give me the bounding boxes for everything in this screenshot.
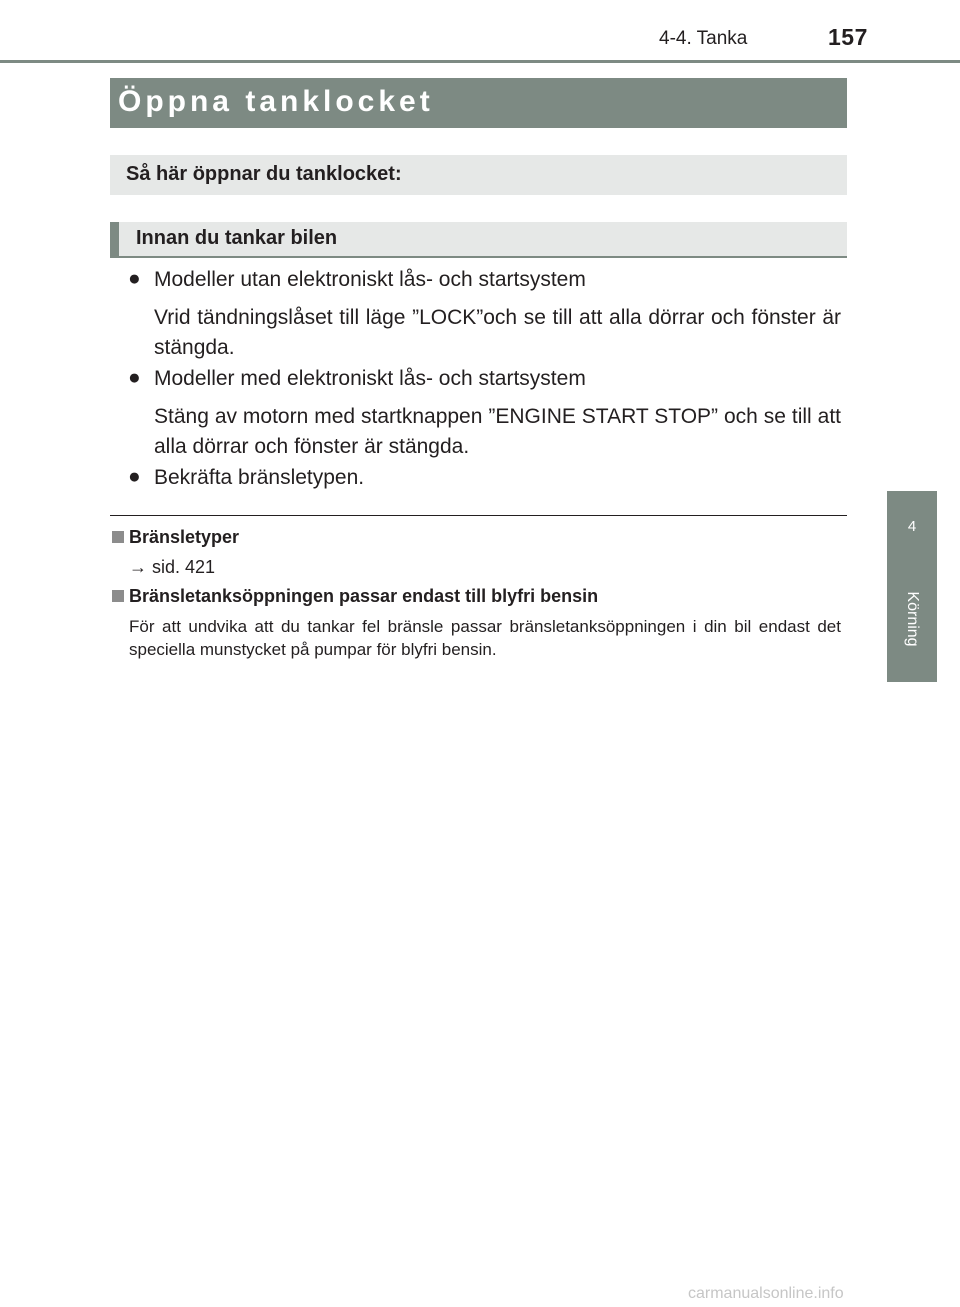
bullet-text: Bekräfta bränsletypen. [154, 466, 365, 489]
procedure-subheading: Så här öppnar du tanklocket: [110, 155, 847, 195]
note-heading: Bränsletyper [129, 527, 240, 547]
bullet-icon: ● [128, 267, 141, 290]
bullet-icon: ● [128, 366, 141, 389]
chapter-side-tab [887, 491, 937, 682]
bullet-icon: ● [128, 465, 141, 488]
page-reference [129, 557, 215, 578]
arrow-right-icon: → [129, 557, 147, 577]
header-section-label: 4-4. Tanka [659, 28, 748, 49]
bullet-detail: Vrid tändningslåset till läge ”LOCK”och se till att alla dörrar och fönster är stängda. [154, 306, 841, 359]
page-number: 157 [828, 24, 868, 50]
note-heading: Bränsletanksöppningen passar endast till blyfri bensin [129, 586, 599, 606]
note-text: För att undvika att du tankar fel bränsle passar bränsletanksöppningen i din bil endast det speciella munstycket på pumpar för blyfri bensin. [129, 617, 841, 659]
chapter-label: Körning [904, 591, 921, 647]
notes-divider [110, 515, 847, 516]
bullet-text: Modeller utan elektroniskt lås- och startsystem [154, 268, 586, 291]
note-square-icon [112, 531, 124, 543]
watermark: carmanualsonline.info [688, 1285, 844, 1302]
section-heading: Innan du tankar bilen [110, 222, 847, 258]
note-square-icon [112, 590, 124, 602]
bullet-detail: Stäng av motorn med startknappen ”ENGINE START STOP” och se till att alla dörrar och fönster är stängda. [154, 405, 841, 458]
chapter-number: 4 [907, 518, 917, 535]
page-title: Öppna tanklocket [110, 78, 847, 128]
page-reference-link[interactable]: sid. 421 [152, 557, 216, 577]
header-rule [0, 60, 960, 63]
bullet-text: Modeller med elektroniskt lås- och startsystem [154, 367, 586, 390]
